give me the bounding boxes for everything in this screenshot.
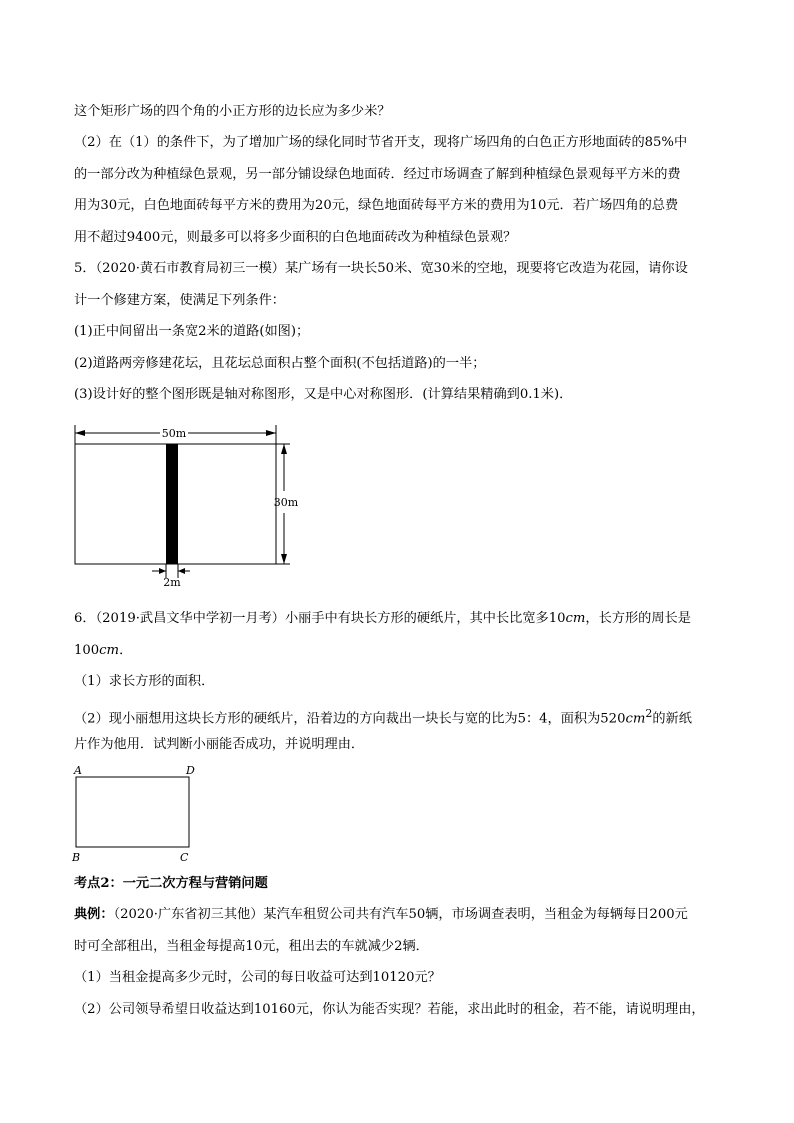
vertex-c: C [180, 851, 189, 864]
text-line: 用为30元，白色地面砖每平方米的费用为20元，绿色地面砖每平方米的费用为10元．若广场四角的总费 [74, 198, 679, 213]
text-line: 100cm． [74, 643, 133, 658]
text-line: 这个矩形广场的四个角的小正方形的边长应为多少米？ [74, 104, 391, 119]
text-line: （2）在（1）的条件下，为了增加广场的绿化同时节省开支，现将广场四角的白色正方形地面砖的85%中 [74, 135, 688, 150]
example-line: 典例：（2020·广东省初三其他）某汽车租贸公司共有汽车50辆，市场调查表明，当租金为每辆每日200元 [74, 907, 688, 922]
height-label: 30m [273, 496, 299, 509]
text-line: 计一个修建方案，使满足下列条件： [74, 293, 285, 308]
text-line: （2）公司领导希望日收益达到10160元，你认为能否实现？若能，求出此时的租金，若不能，请说明理由， [74, 1002, 705, 1017]
condition-1: (1)正中间留出一条宽2米的道路(如图)； [74, 324, 310, 339]
text-line: （1）求长方形的面积． [74, 674, 215, 689]
section-heading: 考点2：一元二次方程与营销问题 [74, 876, 268, 891]
vertex-d: D [186, 764, 195, 777]
vertex-b: B [72, 851, 81, 864]
text-line: 用不超过9400元，则最多可以将多少面积的白色地面砖改为种植绿色景观？ [74, 230, 517, 245]
width-label: 50m [161, 427, 187, 440]
text-line: 片作为他用．试判断小丽能否成功，并说明理由． [74, 737, 365, 752]
question-6: 6．（2019·武昌文华中学初一月考）小丽手中有块长方形的硬纸片，其中长比宽多10cm，长方形的周长是 [74, 611, 691, 626]
vertex-a: A [74, 764, 82, 777]
text-line: （2）现小丽想用这块长方形的硬纸片，沿着边的方向裁出一块长与宽的比为5：4，面积为$520cm^2$的新纸 [74, 707, 692, 727]
rectangle-abcd-figure [68, 762, 208, 867]
text-line: （1）当租金提高多少元时，公司的每日收益可达到10120元？ [74, 970, 441, 985]
question-5: 5．（2020·黄石市教育局初三一模）某广场有一块长50米、宽30米的空地，现要将它改造为花园，请你设 [74, 261, 688, 276]
road-bar [166, 444, 178, 564]
text-line: 时可全部租出，当租金每提高10元，租出去的车就减少2辆． [74, 939, 429, 954]
condition-2: (2)道路两旁修建花坛，且花坛总面积占整个面积(不包括道路)的一半； [74, 356, 486, 371]
road-width-label: 2m [163, 576, 181, 589]
text-line: 的一部分改为种植绿色景观，另一部分铺设绿色地面砖．经过市场调查了解到种植绿色景观每平方米的费 [74, 167, 681, 182]
garden-figure [60, 418, 320, 588]
condition-3: (3)设计好的整个图形既是轴对称图形，又是中心对称图形．(计算结果精确到0.1米)． [74, 387, 573, 402]
